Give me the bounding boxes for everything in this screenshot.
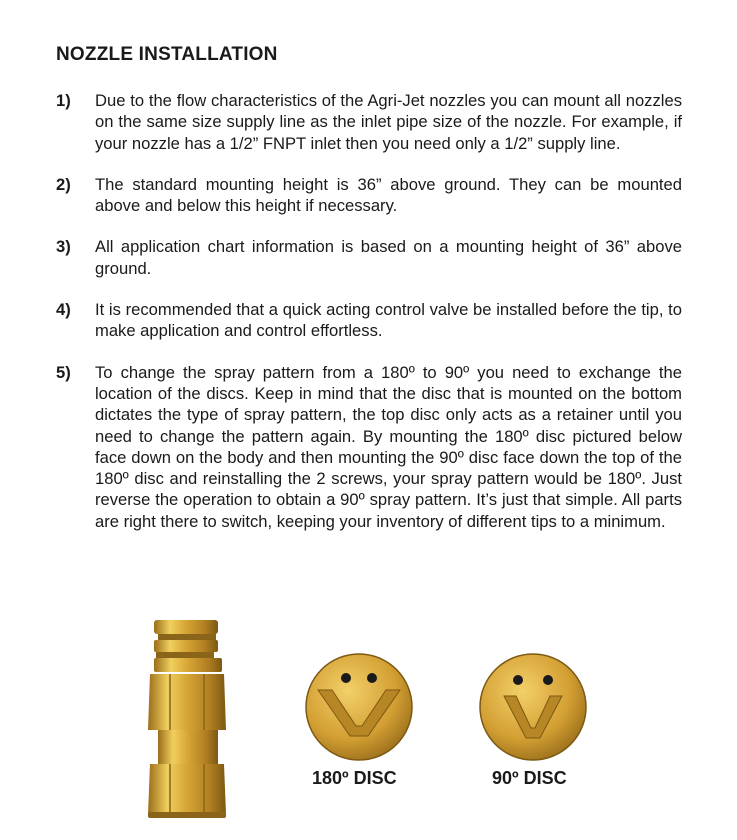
- step-number: 3): [56, 237, 71, 257]
- list-item: [56, 236, 682, 279]
- list-item: [56, 299, 682, 342]
- instruction-list: [56, 90, 682, 552]
- step-number: 5): [56, 362, 71, 382]
- step-text: All application chart information is based on a mounting height of 36” above ground.: [95, 237, 682, 278]
- disc-90-label: 90º DISC: [492, 768, 567, 788]
- disc-180-image: [304, 652, 414, 762]
- page-title: NOZZLE INSTALLATION: [56, 44, 278, 65]
- list-item: [56, 174, 682, 217]
- list-item: [56, 90, 682, 154]
- step-number: 1): [56, 91, 71, 110]
- step-number: 4): [56, 300, 71, 320]
- step-number: 2): [56, 174, 71, 194]
- step-text: To change the spray pattern from a 180º to 90º you need to exchange the location of the discs. Keep in mind that the disc that is mounted on the bottom dictates the type of spray pattern, the top disc only acts as a retainer until you need to change the pattern again. By mounting the 180º disc pictured below face down on the body and then mounting the 90º disc face down the top of the 180º disc and reinstalling the 2 screws, your spray pattern would be 180º. Just reverse the operation to obtain a 90º spray pattern. It’s just that simple. All parts are right there to switch, keeping your inventory of different tips to a minimum.: [95, 362, 682, 531]
- step-text: It is recommended that a quick acting control valve be installed before the tip, to make application and control effortless.: [95, 300, 682, 341]
- step-text: Due to the flow characteristics of the Agri-Jet nozzles you can mount all nozzles on the same size supply line as the inlet pipe size of the nozzle. For example, if your nozzle has a 1/2” FNPT inlet then you need only a 1/2” supply line.: [95, 91, 682, 153]
- disc-90-image: [478, 652, 588, 762]
- nozzle-body-image: [140, 618, 240, 820]
- disc-180-label: 180º DISC: [312, 768, 397, 788]
- step-text: The standard mounting height is 36” above ground. They can be mounted above and below this height if necessary.: [95, 174, 682, 216]
- list-item: [56, 362, 682, 532]
